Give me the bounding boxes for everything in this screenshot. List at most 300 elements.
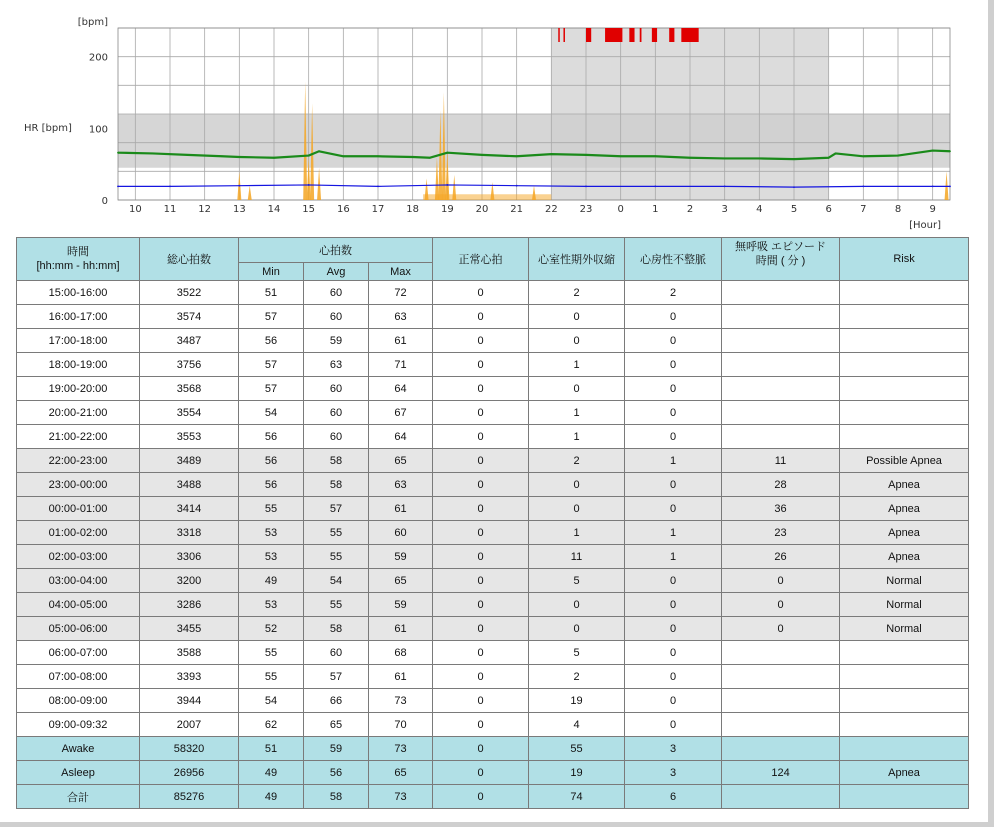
series-point [318,150,320,152]
series-point [377,185,379,187]
cell-apnea: 0 [722,617,840,641]
cell-apnea: 23 [722,521,840,545]
table-row [17,305,969,329]
cell-afib: 1 [625,545,722,569]
cell-time: 23:00-00:00 [17,473,140,497]
cell-time: 17:00-18:00 [17,329,140,353]
series-point [654,185,656,187]
cell-total: 85276 [140,785,239,809]
cell-max: 65 [369,449,433,473]
activity-spike [248,186,252,200]
series-point [308,184,310,186]
cell-pvc: 0 [529,497,625,521]
series-point [446,152,448,154]
table-row [17,569,969,593]
activity-baseline [423,194,551,200]
series-point [117,185,119,187]
cell-apnea: 0 [722,593,840,617]
series-point [516,185,518,187]
series-point [377,155,379,157]
cell-avg: 58 [304,785,369,809]
cell-avg: 60 [304,641,369,665]
cell-risk [840,641,969,665]
cell-pvc: 0 [529,617,625,641]
cell-apnea [722,641,840,665]
x-tick-label: 0 [617,204,624,215]
table-row [17,401,969,425]
series-point [862,185,864,187]
cell-max: 73 [369,785,433,809]
table-row [17,617,969,641]
cell-normal: 0 [433,449,529,473]
cell-apnea: 28 [722,473,840,497]
cell-avg: 63 [304,353,369,377]
cell-avg: 58 [304,473,369,497]
header-apnea: 無呼吸 エピソード 時間 ( 分 ) [722,238,840,281]
header-pvc: 心室性期外収縮 [529,238,625,281]
cell-normal: 0 [433,569,529,593]
cell-time: 04:00-05:00 [17,593,140,617]
cell-total: 3568 [140,377,239,401]
cell-apnea [722,377,840,401]
table-row [17,281,969,305]
header-normal: 正常心拍 [433,238,529,281]
cell-total: 3574 [140,305,239,329]
cell-afib: 0 [625,593,722,617]
cell-pvc: 0 [529,593,625,617]
cell-normal: 0 [433,521,529,545]
header-afib: 心房性不整脈 [625,238,722,281]
cell-normal: 0 [433,425,529,449]
cell-normal: 0 [433,473,529,497]
cell-min: 53 [239,521,304,545]
cell-time: 21:00-22:00 [17,425,140,449]
cell-risk [840,329,969,353]
series-point [221,155,223,157]
cell-risk [840,689,969,713]
cell-pvc: 55 [529,737,625,761]
cell-avg: 55 [304,545,369,569]
series-point [585,154,587,156]
cell-risk: Apnea [840,497,969,521]
cell-avg: 60 [304,425,369,449]
cell-pvc: 2 [529,281,625,305]
cell-normal: 0 [433,305,529,329]
apnea-event-mark [681,28,698,42]
cell-time: 01:00-02:00 [17,521,140,545]
table-row [17,545,969,569]
header-total-beats: 総心拍数 [140,238,239,281]
cell-avg: 59 [304,329,369,353]
cell-afib: 0 [625,641,722,665]
cell-avg: 57 [304,497,369,521]
series-point [949,150,951,152]
series-point [429,157,431,159]
x-tick-label: 9 [929,204,936,215]
cell-avg: 60 [304,281,369,305]
cell-normal: 0 [433,665,529,689]
series-point [724,158,726,160]
cell-afib: 3 [625,737,722,761]
cell-total: 3489 [140,449,239,473]
header-min: Min [239,263,304,281]
x-tick-label: 2 [686,204,694,215]
cell-normal: 0 [433,377,529,401]
cell-pvc: 1 [529,401,625,425]
series-point [862,155,864,157]
cell-pvc: 19 [529,689,625,713]
cell-risk: Normal [840,569,969,593]
x-tick-label: 14 [267,204,281,215]
cell-normal: 0 [433,329,529,353]
cell-normal: 0 [433,593,529,617]
cell-avg: 66 [304,689,369,713]
x-tick-label: 18 [406,204,420,215]
cell-normal: 0 [433,617,529,641]
cell-max: 73 [369,737,433,761]
cell-pvc: 0 [529,305,625,329]
cell-pvc: 19 [529,761,625,785]
cell-normal: 0 [433,689,529,713]
cell-afib: 0 [625,569,722,593]
cell-pvc: 5 [529,569,625,593]
cell-avg: 55 [304,521,369,545]
cell-risk [840,665,969,689]
cell-avg: 60 [304,377,369,401]
cell-pvc: 74 [529,785,625,809]
activity-spike [317,168,321,200]
cell-afib: 2 [625,281,722,305]
cell-max: 59 [369,545,433,569]
series-point [516,155,518,157]
cell-avg: 59 [304,737,369,761]
series-point [620,155,622,157]
cell-max: 71 [369,353,433,377]
cell-max: 64 [369,425,433,449]
activity-spike [945,171,949,200]
cell-time: Awake [17,737,140,761]
cell-min: 57 [239,305,304,329]
cell-afib: 0 [625,329,722,353]
cell-avg: 60 [304,305,369,329]
cell-max: 65 [369,569,433,593]
x-tick-label: 15 [302,204,316,215]
cell-max: 61 [369,617,433,641]
cell-max: 61 [369,329,433,353]
table-row [17,521,969,545]
cell-normal: 0 [433,545,529,569]
cell-max: 63 [369,305,433,329]
cell-total: 3200 [140,569,239,593]
cell-time: 05:00-06:00 [17,617,140,641]
cell-time: 06:00-07:00 [17,641,140,665]
x-tick-label: 22 [544,204,558,215]
cell-min: 62 [239,713,304,737]
series-point [152,153,154,155]
cell-total: 2007 [140,713,239,737]
table-row [17,593,969,617]
cell-max: 64 [369,377,433,401]
x-tick-label: 3 [721,204,728,215]
table-row [17,425,969,449]
cell-normal: 0 [433,281,529,305]
apnea-event-mark [563,28,565,42]
header-time: 時間 [hh:mm - hh:mm] [17,238,140,281]
x-tick-label: 7 [860,204,867,215]
cell-risk [840,737,969,761]
cell-time: 07:00-08:00 [17,665,140,689]
cell-apnea [722,401,840,425]
series-point [238,185,240,187]
summary-row [17,761,969,785]
cell-total: 3487 [140,329,239,353]
x-tick-label: 17 [371,204,385,215]
cell-apnea: 36 [722,497,840,521]
cell-total: 3554 [140,401,239,425]
cell-time: 16:00-17:00 [17,305,140,329]
cell-normal: 0 [433,737,529,761]
hr-normal-band [118,114,950,168]
cell-total: 58320 [140,737,239,761]
cell-total: 3756 [140,353,239,377]
cell-normal: 0 [433,713,529,737]
table-row [17,353,969,377]
cell-afib: 1 [625,449,722,473]
series-point [481,154,483,156]
series-point [186,154,188,156]
cell-time: 20:00-21:00 [17,401,140,425]
series-point [342,155,344,157]
x-tick-label: 19 [440,204,454,215]
cell-afib: 0 [625,617,722,641]
series-point [654,155,656,157]
cell-max: 68 [369,641,433,665]
apnea-event-mark [629,28,634,42]
cell-total: 3553 [140,425,239,449]
summary-row [17,785,969,809]
apnea-event-mark [558,28,560,42]
x-tick-label: 8 [894,204,902,215]
cell-apnea [722,689,840,713]
series-point [308,155,310,157]
cell-apnea [722,353,840,377]
cell-apnea: 11 [722,449,840,473]
cell-time: 15:00-16:00 [17,281,140,305]
cell-normal: 0 [433,497,529,521]
cell-afib: 0 [625,305,722,329]
cell-max: 72 [369,281,433,305]
cell-normal: 0 [433,353,529,377]
series-point [117,152,119,154]
cell-afib: 0 [625,713,722,737]
cell-min: 55 [239,497,304,521]
cell-risk [840,377,969,401]
cell-apnea [722,425,840,449]
table-row [17,665,969,689]
cell-afib: 0 [625,473,722,497]
cell-apnea [722,281,840,305]
cell-avg: 56 [304,761,369,785]
table-row [17,497,969,521]
cell-pvc: 11 [529,545,625,569]
y-unit-label: [bpm] [77,17,108,28]
cell-avg: 58 [304,617,369,641]
cell-max: 61 [369,665,433,689]
cell-min: 51 [239,281,304,305]
cell-pvc: 1 [529,521,625,545]
cell-apnea [722,329,840,353]
cell-apnea [722,737,840,761]
y-axis-title: HR [bpm] [24,123,72,134]
cell-total: 3414 [140,497,239,521]
cell-min: 56 [239,425,304,449]
apnea-event-mark [605,28,622,42]
cell-pvc: 0 [529,473,625,497]
series-point [835,153,837,155]
x-tick-label: 6 [825,204,832,215]
cell-risk: Apnea [840,473,969,497]
cell-max: 59 [369,593,433,617]
y-tick-label: 100 [88,124,108,136]
series-point [793,186,795,188]
apnea-event-mark [652,28,657,42]
cell-pvc: 1 [529,353,625,377]
cell-afib: 0 [625,401,722,425]
cell-time: 合計 [17,785,140,809]
series-point [828,157,830,159]
cell-max: 63 [369,473,433,497]
series-point [897,155,899,157]
cell-pvc: 2 [529,449,625,473]
series-point [238,156,240,158]
cell-min: 54 [239,689,304,713]
cell-risk [840,353,969,377]
cell-total: 3306 [140,545,239,569]
heart-rate-chart [0,0,988,236]
cell-min: 52 [239,617,304,641]
summary-row [17,737,969,761]
cell-risk [840,713,969,737]
header-max: Max [369,263,433,281]
cell-min: 56 [239,449,304,473]
cell-max: 73 [369,689,433,713]
series-point [412,156,414,158]
cell-max: 65 [369,761,433,785]
header-risk: Risk [840,238,969,281]
cell-min: 51 [239,737,304,761]
cell-apnea [722,713,840,737]
cell-risk [840,401,969,425]
cell-min: 53 [239,545,304,569]
cell-total: 3944 [140,689,239,713]
header-avg: Avg [304,263,369,281]
table-row [17,689,969,713]
hourly-summary-table [16,237,969,809]
cell-min: 49 [239,761,304,785]
x-tick-label: 10 [128,204,142,215]
y-tick-label: 0 [101,196,108,207]
table-row [17,473,969,497]
cell-min: 57 [239,353,304,377]
cell-min: 56 [239,473,304,497]
x-tick-label: 13 [232,204,246,215]
cell-pvc: 1 [529,425,625,449]
cell-time: 02:00-03:00 [17,545,140,569]
table-row [17,641,969,665]
cell-min: 54 [239,401,304,425]
y-tick-label: 200 [88,52,108,64]
cell-risk: Possible Apnea [840,449,969,473]
x-tick-label: 20 [475,204,489,215]
cell-min: 55 [239,641,304,665]
series-point [446,184,448,186]
cell-max: 60 [369,521,433,545]
cell-risk [840,281,969,305]
cell-normal: 0 [433,641,529,665]
apnea-event-mark [586,28,591,42]
cell-time: 03:00-04:00 [17,569,140,593]
cell-afib: 0 [625,425,722,449]
cell-time: Asleep [17,761,140,785]
x-tick-label: 1 [652,204,659,215]
cell-min: 56 [239,329,304,353]
cell-afib: 3 [625,761,722,785]
cell-apnea [722,305,840,329]
cell-afib: 0 [625,377,722,401]
cell-total: 3455 [140,617,239,641]
cell-afib: 0 [625,689,722,713]
table-row [17,377,969,401]
x-tick-label: 12 [198,204,212,215]
cell-risk: Apnea [840,545,969,569]
cell-afib: 0 [625,497,722,521]
x-tick-label: 16 [336,204,350,215]
x-tick-label: 21 [510,204,524,215]
cell-risk: Normal [840,593,969,617]
x-tick-label: 11 [163,204,177,215]
series-point [550,153,552,155]
table-row [17,713,969,737]
cell-afib: 6 [625,785,722,809]
cell-min: 53 [239,593,304,617]
cell-afib: 0 [625,665,722,689]
series-point [169,185,171,187]
series-point [273,157,275,159]
cell-apnea: 124 [722,761,840,785]
cell-max: 61 [369,497,433,521]
cell-time: 19:00-20:00 [17,377,140,401]
cell-normal: 0 [433,401,529,425]
table-row [17,329,969,353]
cell-risk [840,785,969,809]
cell-time: 08:00-09:00 [17,689,140,713]
series-point [758,158,760,160]
cell-time: 22:00-23:00 [17,449,140,473]
cell-min: 49 [239,569,304,593]
series-point [689,157,691,159]
cell-avg: 65 [304,713,369,737]
cell-avg: 55 [304,593,369,617]
series-point [585,185,587,187]
x-tick-label: 4 [756,204,763,215]
cell-min: 57 [239,377,304,401]
cell-risk [840,305,969,329]
series-point [793,158,795,160]
series-point [932,185,934,187]
cell-afib: 1 [625,521,722,545]
cell-pvc: 2 [529,665,625,689]
cell-apnea: 26 [722,545,840,569]
